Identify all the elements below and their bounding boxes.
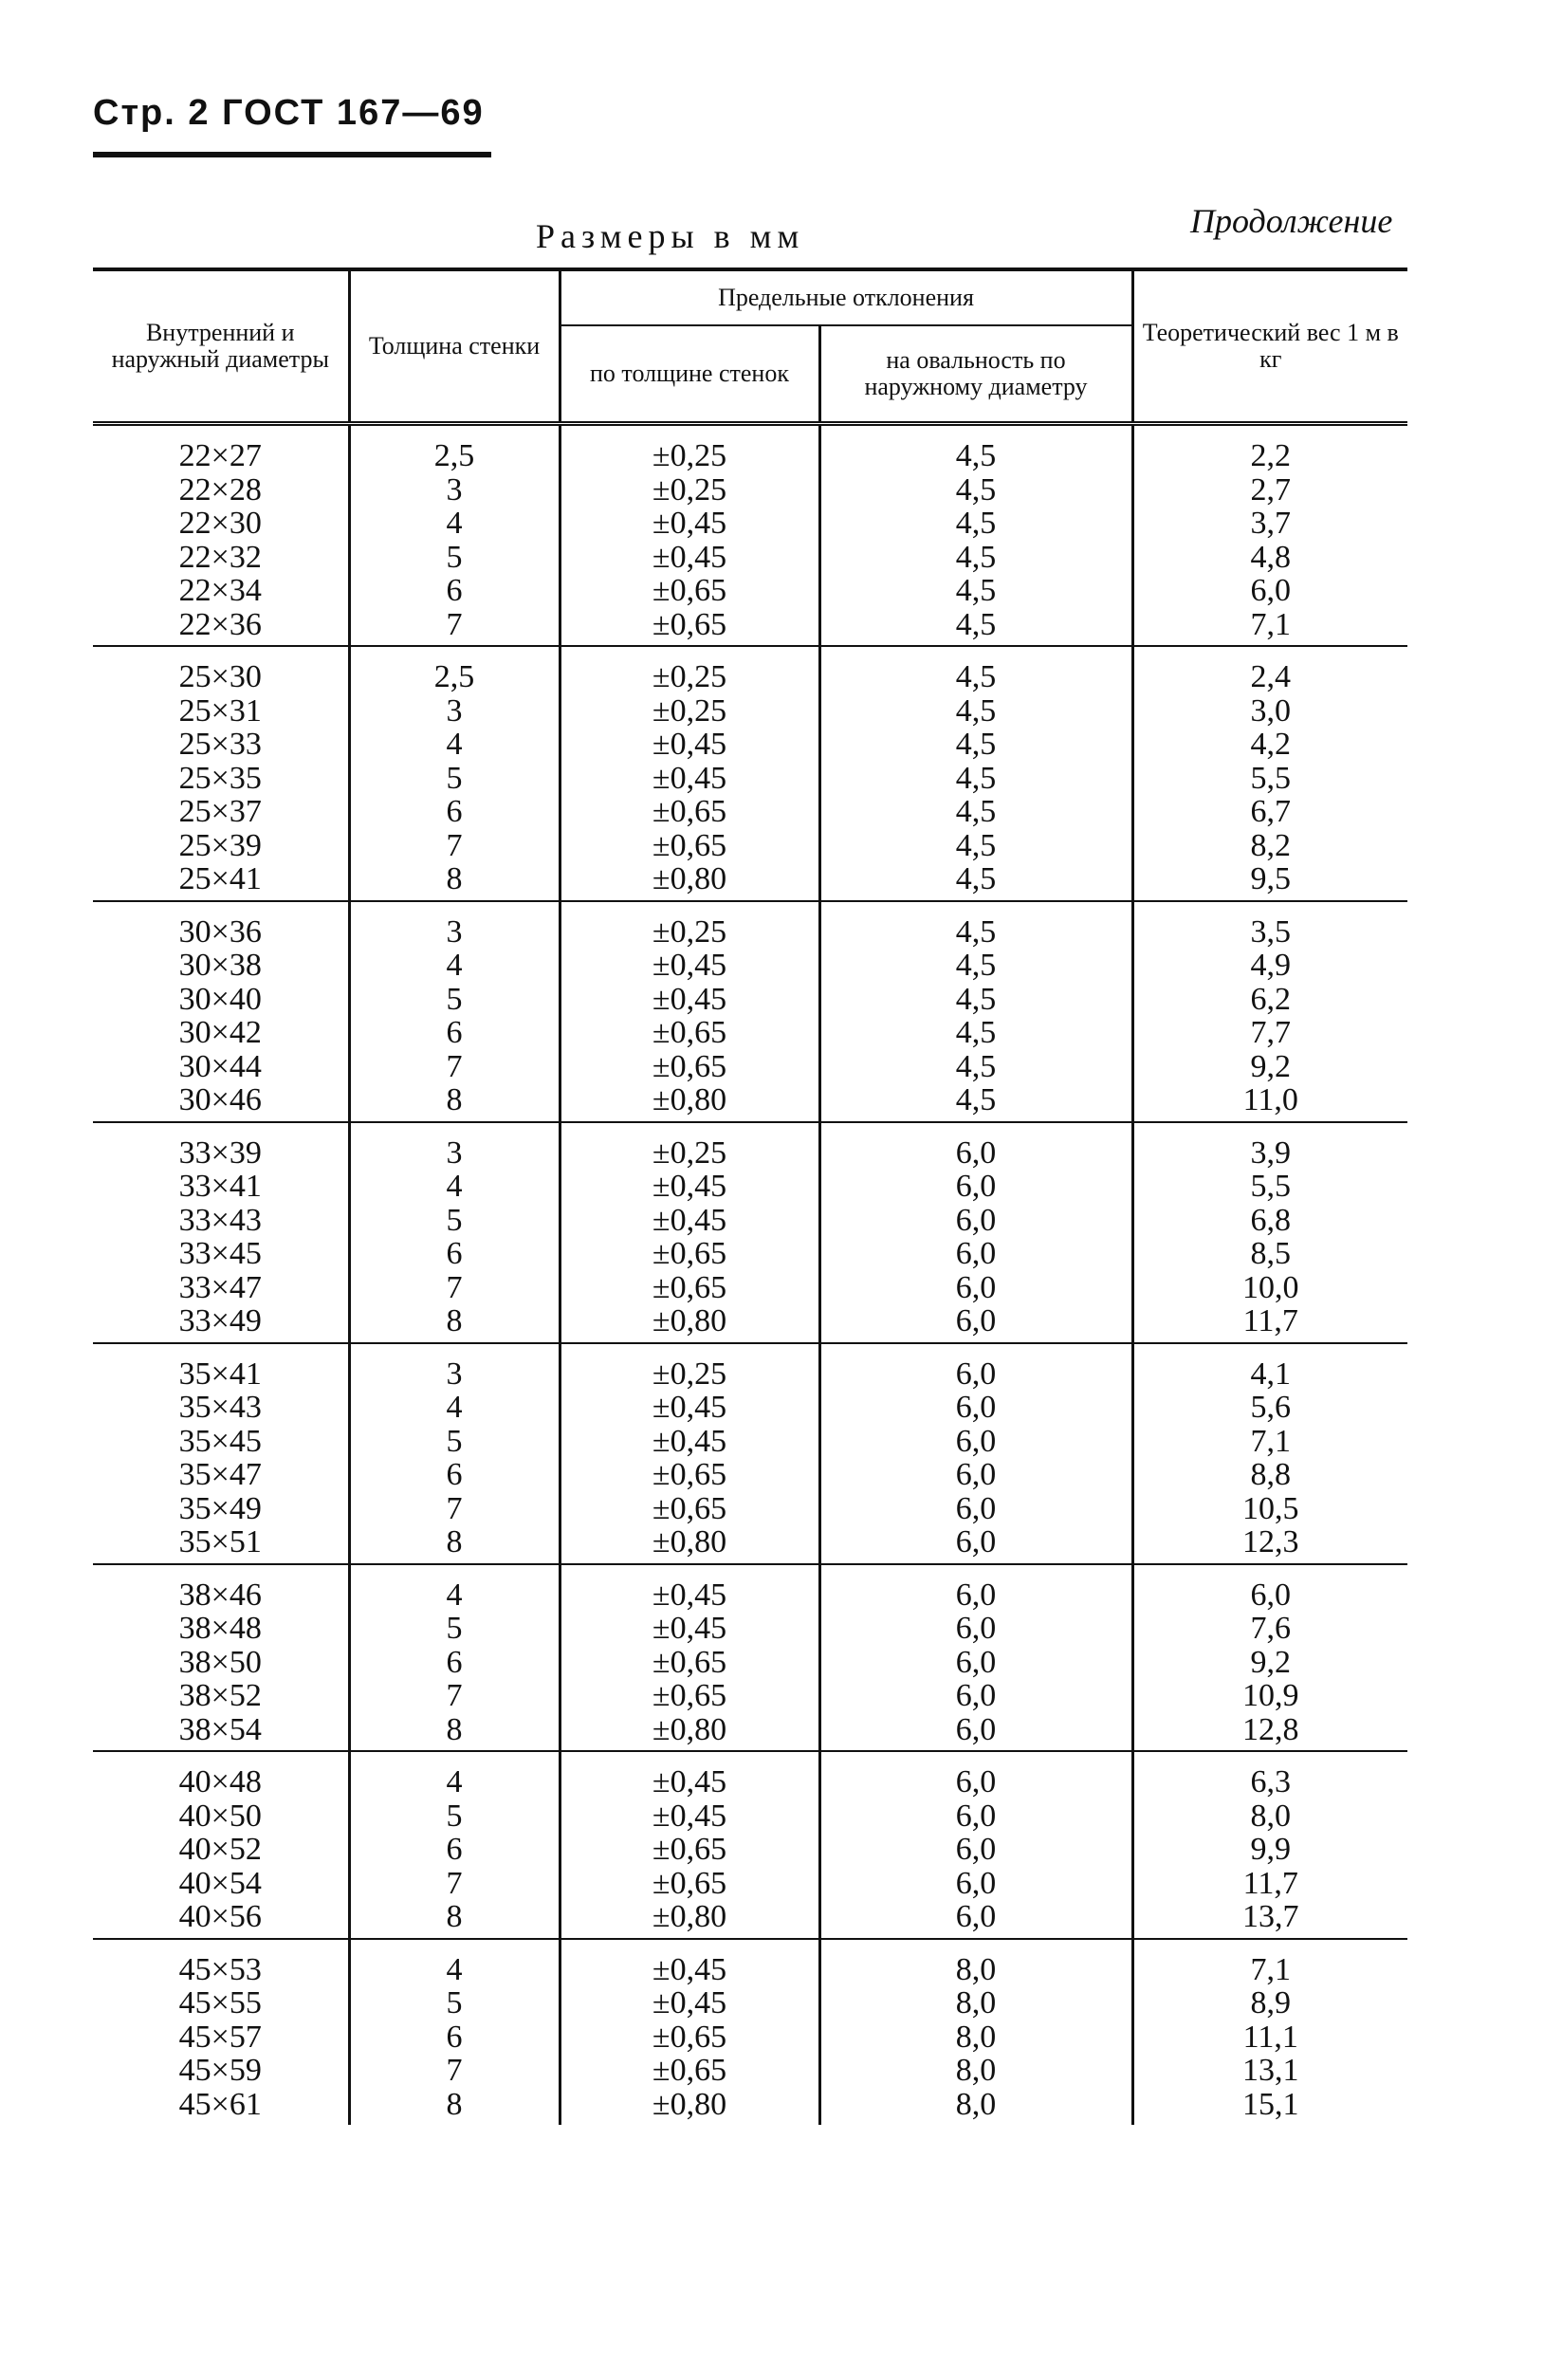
cell-wall-thickness: 7 [349, 1679, 560, 1713]
cell-dev-ovality: 4,5 [819, 1050, 1132, 1084]
cell-weight: 13,1 [1132, 2054, 1407, 2088]
cell-weight: 4,9 [1132, 949, 1407, 983]
cell-diameters: 22×27 [178, 438, 262, 473]
cell-wall-thickness: 3 [349, 901, 560, 950]
cell-dev-wall: ±0,45 [560, 541, 819, 575]
cell-wall-thickness: 5 [349, 1799, 560, 1834]
cell-wall-thickness: 7 [349, 1050, 560, 1084]
cell-diameters: 38×52 [178, 1678, 262, 1713]
cell-dev-ovality: 8,0 [819, 1939, 1132, 1987]
cell-dev-ovality: 6,0 [819, 1304, 1132, 1343]
cell-wall-thickness: 6 [349, 574, 560, 608]
cell-diameters: 35×47 [178, 1457, 262, 1492]
cell-dev-wall: ±0,65 [560, 1237, 819, 1271]
cell-dev-ovality: 8,0 [819, 2088, 1132, 2126]
cell-wall-thickness: 5 [349, 1204, 560, 1238]
cell-wall-thickness: 8 [349, 1525, 560, 1564]
cell-diameters: 38×48 [178, 1611, 262, 1646]
cell-wall-thickness: 7 [349, 608, 560, 647]
cell-diameters: 30×42 [178, 1015, 262, 1050]
table-row [93, 795, 1407, 829]
cell-dev-ovality: 6,0 [819, 1612, 1132, 1646]
cell-wall-thickness: 3 [349, 473, 560, 507]
table-row [93, 507, 1407, 541]
table-row [93, 1492, 1407, 1526]
cell-dev-ovality: 4,5 [819, 694, 1132, 729]
cell-dev-ovality: 6,0 [819, 1458, 1132, 1492]
cell-diameters: 33×41 [178, 1169, 262, 1204]
header-weight: Теоретический вес 1 м в кг [1132, 269, 1407, 424]
table-row [93, 1343, 1407, 1392]
table-row [93, 762, 1407, 796]
cell-diameters: 45×53 [178, 1951, 262, 1987]
cell-dev-ovality: 4,5 [819, 762, 1132, 796]
cell-wall-thickness: 8 [349, 1900, 560, 1939]
table-row [93, 728, 1407, 762]
cell-diameters: 35×51 [93, 1525, 349, 1564]
cell-wall-thickness: 4 [349, 1939, 560, 1987]
cell-dev-ovality: 6,0 [819, 1679, 1132, 1713]
cell-wall-thickness: 4 [349, 1391, 560, 1425]
cell-weight: 3,5 [1132, 901, 1407, 950]
cell-dev-wall: ±0,65 [560, 1016, 819, 1050]
cell-diameters: 25×41 [93, 862, 349, 901]
header-dev-ovality: на овальность по наружному диаметру [819, 325, 1132, 424]
header-diameters: Внутренний и наружный диаметры [93, 269, 349, 424]
page-header [93, 93, 485, 134]
table-row [93, 1799, 1407, 1834]
table-row [93, 1122, 1407, 1171]
cell-weight: 7,1 [1132, 1939, 1407, 1987]
cell-weight: 12,8 [1132, 1713, 1407, 1752]
cell-weight: 10,9 [1132, 1679, 1407, 1713]
cell-wall-thickness: 6 [349, 1646, 560, 1680]
table-row [93, 1083, 1407, 1122]
cell-weight: 7,1 [1132, 608, 1407, 647]
table-row [93, 983, 1407, 1017]
cell-weight: 12,3 [1132, 1525, 1407, 1564]
cell-weight: 9,2 [1132, 1050, 1407, 1084]
table-row [93, 829, 1407, 863]
cell-weight: 13,7 [1132, 1900, 1407, 1939]
cell-weight: 9,9 [1132, 1833, 1407, 1867]
cell-wall-thickness: 7 [349, 1867, 560, 1901]
cell-wall-thickness: 6 [349, 1458, 560, 1492]
cell-dev-wall: ±0,80 [560, 1083, 819, 1122]
cell-weight: 3,9 [1132, 1122, 1407, 1171]
cell-dev-wall: ±0,25 [560, 424, 819, 473]
table-row [93, 1204, 1407, 1238]
table-row [93, 1646, 1407, 1680]
table-row [93, 1304, 1407, 1343]
cell-dev-wall: ±0,65 [560, 1458, 819, 1492]
cell-dev-ovality: 4,5 [819, 901, 1132, 950]
table-row [93, 1900, 1407, 1939]
continuation-label: Продолжение [1190, 202, 1393, 240]
cell-dev-wall: ±0,25 [560, 1343, 819, 1392]
cell-weight: 11,7 [1132, 1304, 1407, 1343]
cell-wall-thickness: 8 [349, 1713, 560, 1752]
table-row [93, 862, 1407, 901]
cell-wall-thickness: 2,5 [349, 646, 560, 694]
cell-weight: 9,5 [1132, 862, 1407, 901]
cell-dev-wall: ±0,45 [560, 1799, 819, 1834]
cell-dev-ovality: 6,0 [819, 1271, 1132, 1305]
cell-diameters: 22×34 [178, 573, 262, 608]
cell-diameters: 40×56 [93, 1900, 349, 1939]
cell-weight: 6,0 [1132, 1564, 1407, 1613]
header-wall-thickness: Толщина стенки [349, 269, 560, 424]
cell-weight: 5,5 [1132, 762, 1407, 796]
cell-dev-ovality: 6,0 [819, 1713, 1132, 1752]
cell-diameters: 30×40 [178, 981, 262, 1017]
cell-dev-wall: ±0,45 [560, 728, 819, 762]
cell-dev-ovality: 6,0 [819, 1425, 1132, 1459]
cell-dev-ovality: 6,0 [819, 1646, 1132, 1680]
cell-weight: 6,3 [1132, 1751, 1407, 1799]
cell-dev-ovality: 6,0 [819, 1799, 1132, 1834]
cell-wall-thickness: 8 [349, 2088, 560, 2126]
cell-dev-wall: ±0,45 [560, 949, 819, 983]
cell-wall-thickness: 6 [349, 1833, 560, 1867]
cell-diameters: 33×39 [178, 1135, 262, 1171]
cell-diameters: 25×39 [178, 827, 262, 863]
cell-weight: 2,7 [1132, 473, 1407, 507]
cell-dev-wall: ±0,45 [560, 1391, 819, 1425]
cell-dev-wall: ±0,25 [560, 473, 819, 507]
table-row [93, 1458, 1407, 1492]
cell-diameters: 38×50 [178, 1644, 262, 1680]
cell-diameters: 30×38 [178, 948, 262, 983]
cell-dev-ovality: 4,5 [819, 795, 1132, 829]
table-row [93, 1050, 1407, 1084]
cell-weight: 7,6 [1132, 1612, 1407, 1646]
cell-diameters: 35×49 [178, 1490, 262, 1526]
page-header-label: Стр. 2 ГОСТ 167—69 [93, 93, 485, 133]
header-dev-wall: по толщине стенок [560, 325, 819, 424]
cell-dev-wall: ±0,25 [560, 646, 819, 694]
table-row [93, 694, 1407, 729]
cell-diameters: 22×30 [178, 506, 262, 541]
cell-dev-wall: ±0,80 [560, 1304, 819, 1343]
pipe-dimensions-table-wrap [93, 268, 1407, 2125]
cell-dev-ovality: 6,0 [819, 1204, 1132, 1238]
cell-wall-thickness: 7 [349, 1271, 560, 1305]
cell-weight: 15,1 [1132, 2088, 1407, 2126]
cell-dev-ovality: 4,5 [819, 608, 1132, 647]
cell-dev-wall: ±0,65 [560, 574, 819, 608]
cell-diameters: 30×44 [178, 1048, 262, 1084]
cell-dev-ovality: 6,0 [819, 1751, 1132, 1799]
cell-diameters: 45×59 [178, 2053, 262, 2088]
cell-weight: 6,0 [1132, 574, 1407, 608]
table-row [93, 574, 1407, 608]
cell-dev-ovality: 4,5 [819, 829, 1132, 863]
cell-dev-wall: ±0,80 [560, 2088, 819, 2126]
cell-dev-ovality: 4,5 [819, 646, 1132, 694]
cell-wall-thickness: 6 [349, 795, 560, 829]
cell-diameters: 25×37 [178, 794, 262, 829]
cell-weight: 6,2 [1132, 983, 1407, 1017]
cell-wall-thickness: 5 [349, 1986, 560, 2020]
table-row [93, 1986, 1407, 2020]
cell-wall-thickness: 7 [349, 2054, 560, 2088]
cell-diameters: 33×45 [178, 1236, 262, 1271]
cell-diameters: 40×48 [178, 1764, 262, 1799]
cell-dev-ovality: 4,5 [819, 574, 1132, 608]
cell-dev-ovality: 8,0 [819, 2020, 1132, 2055]
cell-dev-wall: ±0,65 [560, 1833, 819, 1867]
units-note: Размеры в мм [536, 217, 805, 255]
header-deviations: Предельные отклонения [560, 269, 1132, 325]
cell-dev-ovality: 6,0 [819, 1343, 1132, 1392]
cell-weight: 11,0 [1132, 1083, 1407, 1122]
table-row [93, 1713, 1407, 1752]
cell-dev-wall: ±0,65 [560, 795, 819, 829]
cell-dev-ovality: 6,0 [819, 1525, 1132, 1564]
cell-wall-thickness: 8 [349, 1083, 560, 1122]
cell-dev-wall: ±0,45 [560, 507, 819, 541]
cell-wall-thickness: 4 [349, 1564, 560, 1613]
cell-weight: 7,1 [1132, 1425, 1407, 1459]
cell-weight: 4,2 [1132, 728, 1407, 762]
cell-dev-wall: ±0,45 [560, 1170, 819, 1204]
cell-weight: 8,0 [1132, 1799, 1407, 1834]
table-row [93, 1939, 1407, 1987]
cell-wall-thickness: 4 [349, 728, 560, 762]
cell-weight: 3,7 [1132, 507, 1407, 541]
table-row [93, 608, 1407, 647]
cell-dev-wall: ±0,25 [560, 694, 819, 729]
cell-weight: 7,7 [1132, 1016, 1407, 1050]
cell-wall-thickness: 4 [349, 1170, 560, 1204]
cell-weight: 11,7 [1132, 1867, 1407, 1901]
cell-weight: 8,2 [1132, 829, 1407, 863]
cell-dev-ovality: 4,5 [819, 541, 1132, 575]
table-row [93, 1564, 1407, 1613]
table-row [93, 646, 1407, 694]
cell-weight: 6,8 [1132, 1204, 1407, 1238]
cell-weight: 4,8 [1132, 541, 1407, 575]
cell-dev-wall: ±0,65 [560, 1867, 819, 1901]
table-row [93, 1271, 1407, 1305]
cell-diameters: 45×55 [178, 1985, 262, 2020]
cell-dev-wall: ±0,80 [560, 1713, 819, 1752]
cell-wall-thickness: 4 [349, 1751, 560, 1799]
cell-dev-wall: ±0,65 [560, 1679, 819, 1713]
cell-dev-wall: ±0,65 [560, 829, 819, 863]
cell-dev-wall: ±0,45 [560, 1564, 819, 1613]
cell-diameters: 30×46 [93, 1083, 349, 1122]
cell-dev-wall: ±0,65 [560, 608, 819, 647]
table-row [93, 1833, 1407, 1867]
cell-weight: 8,8 [1132, 1458, 1407, 1492]
cell-weight: 11,1 [1132, 2020, 1407, 2055]
cell-diameters: 40×52 [178, 1832, 262, 1867]
cell-wall-thickness: 6 [349, 1016, 560, 1050]
cell-wall-thickness: 7 [349, 1492, 560, 1526]
cell-dev-wall: ±0,25 [560, 1122, 819, 1171]
cell-wall-thickness: 6 [349, 1237, 560, 1271]
cell-dev-wall: ±0,65 [560, 1271, 819, 1305]
cell-diameters: 25×31 [178, 692, 262, 729]
cell-dev-ovality: 4,5 [819, 507, 1132, 541]
cell-diameters: 45×57 [178, 2019, 262, 2055]
table-row [93, 1170, 1407, 1204]
cell-dev-ovality: 6,0 [819, 1170, 1132, 1204]
cell-dev-ovality: 4,5 [819, 473, 1132, 507]
cell-diameters: 22×36 [93, 608, 349, 647]
cell-dev-ovality: 4,5 [819, 983, 1132, 1017]
cell-weight: 2,4 [1132, 646, 1407, 694]
table-row [93, 901, 1407, 950]
cell-dev-ovality: 4,5 [819, 1083, 1132, 1122]
cell-diameters: 33×47 [178, 1269, 262, 1305]
cell-wall-thickness: 7 [349, 829, 560, 863]
cell-dev-wall: ±0,80 [560, 1525, 819, 1564]
cell-dev-ovality: 6,0 [819, 1900, 1132, 1939]
cell-dev-wall: ±0,65 [560, 1492, 819, 1526]
cell-dev-ovality: 4,5 [819, 424, 1132, 473]
cell-diameters: 35×41 [178, 1356, 262, 1392]
cell-wall-thickness: 4 [349, 507, 560, 541]
cell-wall-thickness: 2,5 [349, 424, 560, 473]
cell-weight: 8,5 [1132, 1237, 1407, 1271]
cell-dev-wall: ±0,45 [560, 1204, 819, 1238]
table-row [93, 1679, 1407, 1713]
table-row [93, 1751, 1407, 1799]
cell-weight: 6,7 [1132, 795, 1407, 829]
table-row [93, 1612, 1407, 1646]
cell-diameters: 35×45 [178, 1423, 262, 1459]
cell-dev-wall: ±0,45 [560, 762, 819, 796]
cell-diameters: 35×43 [178, 1390, 262, 1425]
cell-dev-ovality: 6,0 [819, 1122, 1132, 1171]
cell-dev-ovality: 4,5 [819, 862, 1132, 901]
cell-diameters: 25×33 [178, 727, 262, 762]
cell-weight: 3,0 [1132, 694, 1407, 729]
table-row [93, 2088, 1407, 2126]
cell-wall-thickness: 5 [349, 1612, 560, 1646]
cell-wall-thickness: 5 [349, 541, 560, 575]
cell-weight: 5,6 [1132, 1391, 1407, 1425]
table-row [93, 424, 1407, 473]
cell-dev-ovality: 6,0 [819, 1833, 1132, 1867]
cell-weight: 10,5 [1132, 1492, 1407, 1526]
cell-dev-ovality: 4,5 [819, 728, 1132, 762]
cell-dev-wall: ±0,45 [560, 1939, 819, 1987]
cell-dev-wall: ±0,80 [560, 1900, 819, 1939]
cell-diameters: 22×32 [178, 539, 262, 575]
cell-weight: 5,5 [1132, 1170, 1407, 1204]
cell-diameters: 30×36 [178, 913, 262, 950]
cell-weight: 9,2 [1132, 1646, 1407, 1680]
cell-wall-thickness: 3 [349, 1343, 560, 1392]
table-row [93, 2054, 1407, 2088]
cell-dev-wall: ±0,65 [560, 2020, 819, 2055]
table-row [93, 1391, 1407, 1425]
cell-dev-ovality: 8,0 [819, 2054, 1132, 2088]
cell-dev-ovality: 4,5 [819, 1016, 1132, 1050]
table-body [93, 424, 1407, 2126]
cell-wall-thickness: 4 [349, 949, 560, 983]
cell-dev-wall: ±0,65 [560, 1050, 819, 1084]
table-row [93, 541, 1407, 575]
cell-dev-wall: ±0,65 [560, 1646, 819, 1680]
cell-diameters: 38×54 [93, 1713, 349, 1752]
cell-dev-wall: ±0,45 [560, 1612, 819, 1646]
cell-wall-thickness: 5 [349, 1425, 560, 1459]
cell-weight: 4,1 [1132, 1343, 1407, 1392]
cell-wall-thickness: 5 [349, 983, 560, 1017]
cell-diameters: 25×35 [178, 760, 262, 796]
cell-weight: 10,0 [1132, 1271, 1407, 1305]
cell-dev-wall: ±0,80 [560, 862, 819, 901]
cell-dev-ovality: 4,5 [819, 949, 1132, 983]
cell-diameters: 25×30 [178, 659, 262, 694]
cell-dev-wall: ±0,45 [560, 1751, 819, 1799]
header-underline [93, 152, 491, 157]
cell-diameters: 33×49 [93, 1304, 349, 1343]
cell-diameters: 40×50 [178, 1798, 262, 1834]
cell-wall-thickness: 8 [349, 862, 560, 901]
cell-dev-wall: ±0,65 [560, 2054, 819, 2088]
cell-dev-ovality: 6,0 [819, 1391, 1132, 1425]
cell-wall-thickness: 8 [349, 1304, 560, 1343]
table-row [93, 1237, 1407, 1271]
table-row [93, 473, 1407, 507]
cell-diameters: 40×54 [178, 1865, 262, 1901]
cell-dev-ovality: 6,0 [819, 1492, 1132, 1526]
cell-dev-wall: ±0,25 [560, 901, 819, 950]
cell-dev-ovality: 6,0 [819, 1237, 1132, 1271]
table-row [93, 1525, 1407, 1564]
cell-wall-thickness: 5 [349, 762, 560, 796]
cell-dev-wall: ±0,45 [560, 1986, 819, 2020]
table-row [93, 949, 1407, 983]
table-row [93, 1425, 1407, 1459]
cell-dev-wall: ±0,45 [560, 983, 819, 1017]
cell-wall-thickness: 3 [349, 694, 560, 729]
cell-dev-ovality: 6,0 [819, 1867, 1132, 1901]
cell-diameters: 33×43 [178, 1202, 262, 1238]
pipe-dimensions-table [93, 268, 1407, 2125]
cell-wall-thickness: 3 [349, 1122, 560, 1171]
cell-dev-ovality: 8,0 [819, 1986, 1132, 2020]
cell-dev-wall: ±0,45 [560, 1425, 819, 1459]
table-row [93, 2020, 1407, 2055]
cell-weight: 8,9 [1132, 1986, 1407, 2020]
cell-weight: 2,2 [1132, 424, 1407, 473]
cell-wall-thickness: 6 [349, 2020, 560, 2055]
cell-diameters: 22×28 [178, 471, 262, 507]
cell-diameters: 45×61 [178, 2086, 262, 2122]
table-row [93, 1016, 1407, 1050]
cell-diameters: 38×46 [178, 1577, 262, 1613]
cell-dev-ovality: 6,0 [819, 1564, 1132, 1613]
table-row [93, 1867, 1407, 1901]
